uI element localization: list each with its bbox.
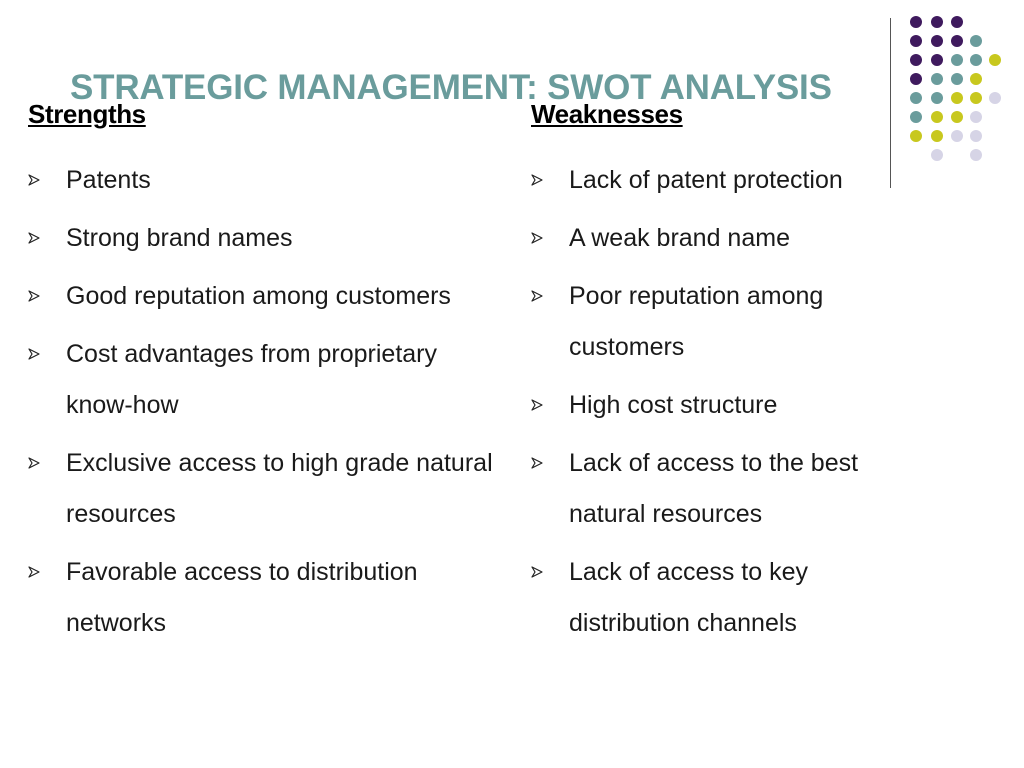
list-item-text: Cost advantages from proprietary know-how [66, 340, 438, 419]
list-item-text: Strong brand names [66, 224, 293, 252]
slide-title: STRATEGIC MANAGEMENT: SWOT ANALYSIS [70, 68, 832, 107]
list-item [28, 213, 498, 264]
weaknesses-list [531, 155, 921, 649]
arrowhead-bullet-icon [531, 438, 545, 489]
arrowhead-bullet-icon [531, 271, 545, 322]
decorative-dot-grid [910, 16, 1010, 166]
list-item-text: Patents [66, 166, 151, 194]
arrowhead-bullet-icon [28, 547, 42, 598]
strengths-column [28, 97, 498, 656]
list-item [531, 271, 921, 373]
decor-dot [951, 130, 963, 142]
arrowhead-bullet-icon [28, 213, 42, 264]
arrowhead-bullet-icon [531, 213, 545, 264]
arrowhead-bullet-icon [28, 155, 42, 206]
list-item [531, 213, 921, 264]
list-item [531, 155, 921, 206]
list-item-text: Lack of patent protection [569, 166, 843, 194]
decor-dot [951, 35, 963, 47]
list-item-text: Good reputation among customers [66, 282, 451, 310]
decor-dot [989, 54, 1001, 66]
list-item [531, 438, 921, 540]
decor-dot [931, 149, 943, 161]
list-item [28, 438, 498, 540]
list-item-text: High cost structure [569, 391, 778, 419]
list-item [531, 380, 921, 431]
list-item-text: Exclusive access to high grade natural resources [66, 449, 493, 528]
decor-dot [970, 130, 982, 142]
strengths-heading: Strengths [28, 99, 146, 129]
list-item-text: Poor reputation among customers [569, 282, 824, 361]
decor-dot [931, 16, 943, 28]
decor-dot [970, 54, 982, 66]
decor-dot [951, 54, 963, 66]
list-item [28, 155, 498, 206]
list-item-text: A weak brand name [569, 224, 790, 252]
weaknesses-heading: Weaknesses [531, 99, 683, 129]
arrowhead-bullet-icon [531, 155, 545, 206]
list-item [28, 329, 498, 431]
arrowhead-bullet-icon [28, 271, 42, 322]
decor-dot [931, 111, 943, 123]
list-item-text: Favorable access to distribution networks [66, 558, 418, 637]
decor-dot [970, 73, 982, 85]
decor-dot [951, 111, 963, 123]
arrowhead-bullet-icon [531, 547, 545, 598]
decor-dot [970, 35, 982, 47]
arrowhead-bullet-icon [28, 329, 42, 380]
decor-dot [910, 35, 922, 47]
decor-dot [910, 73, 922, 85]
decor-dot [970, 92, 982, 104]
decor-dot [931, 130, 943, 142]
decor-dot [931, 54, 943, 66]
decor-dot [951, 92, 963, 104]
arrowhead-bullet-icon [531, 380, 545, 431]
decor-dot [931, 92, 943, 104]
decor-dot [970, 111, 982, 123]
list-item-text: Lack of access to the best natural resources [569, 449, 859, 528]
decor-dot [989, 92, 1001, 104]
list-item [28, 271, 498, 322]
list-item [531, 547, 921, 649]
decor-dot [951, 73, 963, 85]
arrowhead-bullet-icon [28, 438, 42, 489]
decor-dot [931, 73, 943, 85]
decor-dot [931, 35, 943, 47]
list-item [28, 547, 498, 649]
strengths-list [28, 155, 498, 649]
decor-dot [951, 16, 963, 28]
weaknesses-column [531, 97, 921, 656]
decor-dot [910, 54, 922, 66]
decor-dot [970, 149, 982, 161]
list-item-text: Lack of access to key distribution channels [569, 558, 809, 637]
decor-dot [910, 16, 922, 28]
